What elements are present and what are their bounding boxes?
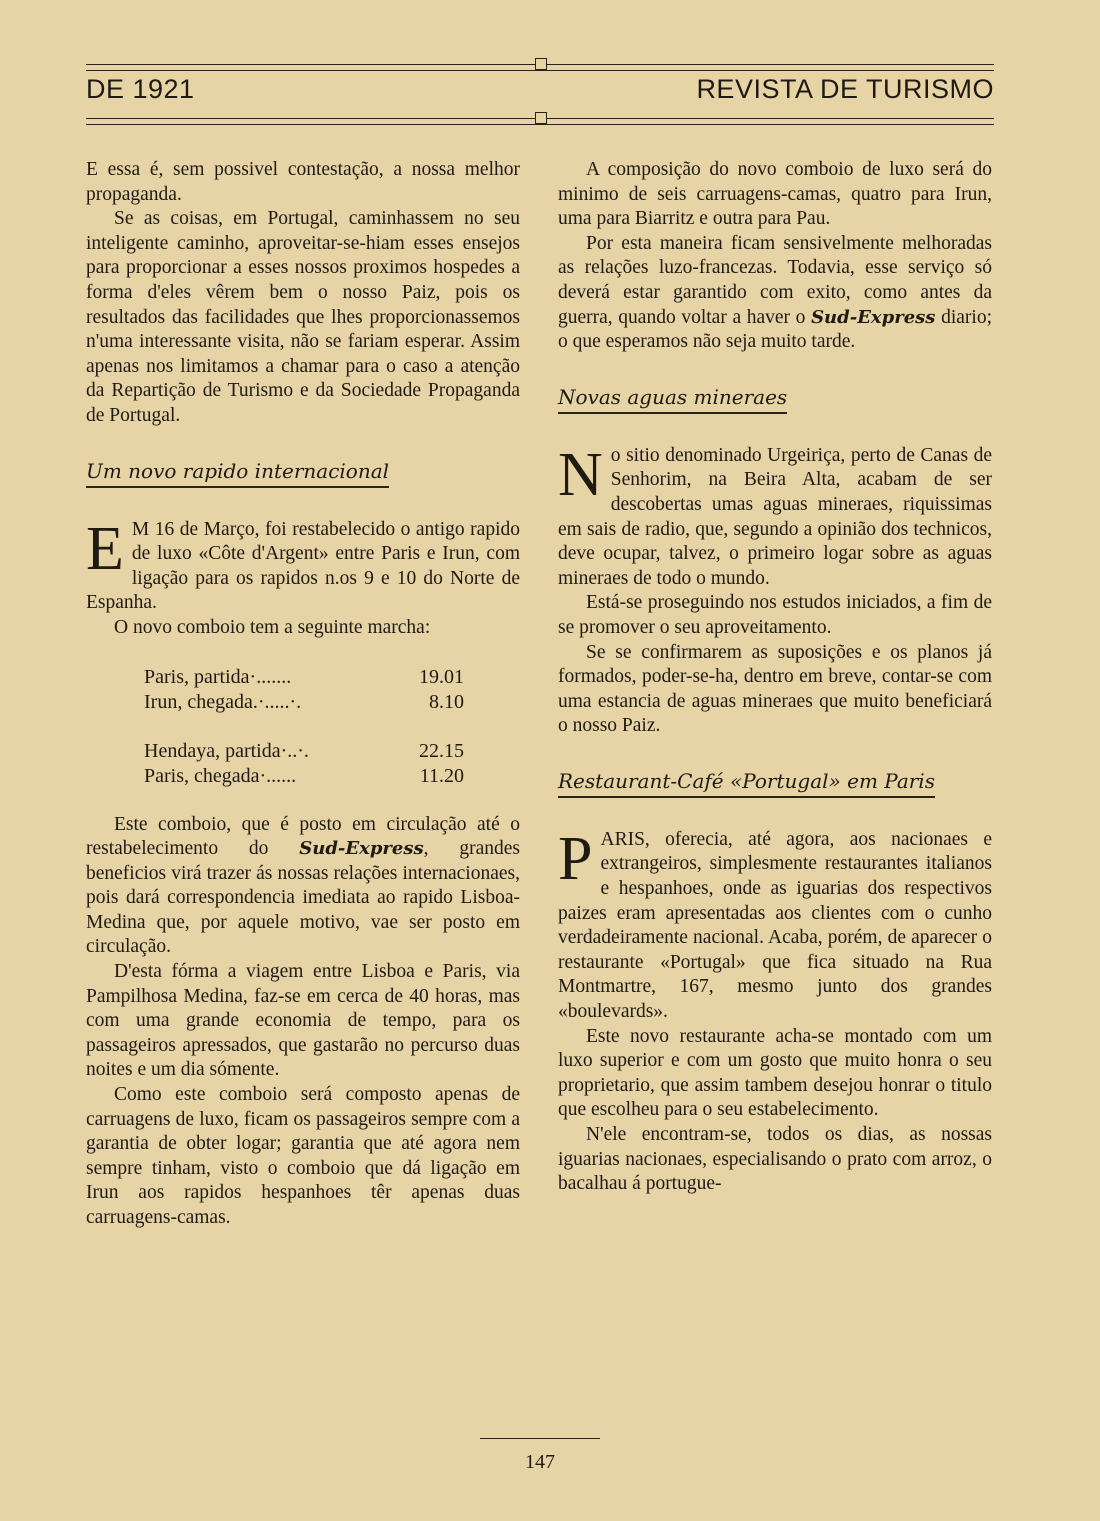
rule-box-ornament — [535, 58, 547, 70]
paragraph-text: , oferecia, até agora, aos nacionaes e extrangeiros, simplesmente restaurantes italianos e hespanhoes, onde as iguarias dos respectivos paizes eram apresentadas aos clientes com o cunho verdadeiramente nacional. Acaba, porém, de aparecer o restaurante «Portugal» que fica situado na Rua Montmartre, 167, mesmo junto dos grandes «boulevards». — [558, 828, 992, 1023]
paragraph-with-dropcap — [86, 514, 520, 616]
paragraph: Este novo restaurante acha-se montado com um luxo superior e com um gosto que muito honra o seu proprietario, que assim tambem desejou honrar o titulo que escolheu para o seu estabelecimento. — [558, 1025, 992, 1121]
page-number: 147 — [525, 1451, 555, 1473]
paragraph-text: Este comboio, que é posto em circulação até o restabelecimento do — [86, 813, 520, 860]
paragraph — [86, 813, 520, 961]
paragraph-with-dropcap — [558, 440, 992, 592]
header-top-rule — [86, 64, 994, 71]
timetable-label: Hendaya, partida·..·. — [144, 739, 309, 762]
timetable-time: 22.15 — [419, 739, 464, 762]
timetable-spacer — [144, 715, 464, 739]
header-bottom-rule — [86, 118, 994, 125]
timetable — [144, 665, 464, 789]
page-header — [86, 52, 994, 132]
paragraph: N'ele encontram-se, todos os dias, as nossas iguarias nacionaes, especialisando o prato com arroz, o bacalhau á portugue- — [558, 1124, 992, 1195]
paragraph: Está-se proseguindo nos estudos iniciados, a fim de se promover o seu aproveitamento. — [558, 592, 992, 638]
lead-smallcaps: M — [131, 518, 150, 540]
paragraph-text: diario; o que esperamos não seja muito tarde. — [558, 306, 992, 353]
timetable-row — [144, 739, 464, 764]
paragraph: Como este comboio será composto apenas de carruagens de luxo, ficam os passageiros sempre com a garantia de obter logar; garantia que até agora nem sempre tinham, visto o comboio que dá ligação em Irun aos rapidos hespanhoes têr apenas duas carruagens-camas. — [86, 1084, 520, 1228]
timetable-time: 8.10 — [429, 690, 464, 713]
timetable-label: Paris, partida·....... — [144, 665, 292, 688]
section-title-aguas: Novas aguas mineraes — [558, 385, 787, 414]
header-magazine-title: REVISTA DE TURISMO — [696, 74, 994, 104]
sud-express-name: Sud-Express — [299, 838, 424, 860]
paragraph-text: Por esta maneira ficam sensivelmente melhoradas as relações luzo-francezas. Todavia, esse serviço só deverá estar garantido com exito, como antes da guerra, quando voltar a haver o — [558, 232, 992, 328]
left-column — [86, 158, 520, 1231]
timetable-row — [144, 690, 464, 715]
dropcap: E — [86, 514, 124, 583]
paragraph: Se as coisas, em Portugal, caminhassem no seu inteligente caminho, aproveitar-se-hiam esses ensejos para proporcionar a esses nossos proximos hospedes a forma d'eles vêrem bem o nosso Paiz, pois os resultados das facilidades que lhes proporcionassemos n'uma interessante visita, não se fariam esperar. Assim apenas nos limitamos a chamar para o caso a atenção da Repartição de Turismo e da Sociedade Propaganda de Portugal. — [86, 208, 520, 426]
right-column — [558, 158, 992, 1197]
paragraph: Se se confirmarem as suposições e os planos já formados, poder-se-ha, dentro em breve, contar-se com uma estancia de aguas mineraes que muito beneficiará o nosso Paiz. — [558, 641, 992, 737]
lead-smallcaps: ARIS — [600, 828, 645, 850]
paragraph-text: , grandes beneficios virá trazer ás nossas relações internacionaes, pois dará correspondencia imediata ao rapido Lisboa-Medina que, por aquele motivo, vae ser posto em circulação. — [86, 838, 520, 958]
timetable-row — [144, 665, 464, 690]
header-date: DE 1921 — [86, 74, 195, 104]
paragraph — [558, 232, 992, 355]
paragraph-text: 16 de Março, foi restabelecido o antigo rapido de luxo «Côte d'Argent» entre Paris e Irun, com ligação para os rapidos n.os 9 e 10 do Norte de Espanha. — [86, 518, 520, 614]
section-title-restaurant: Restaurant-Café «Portugal» em Paris — [558, 769, 935, 798]
paragraph: O novo comboio tem a seguinte marcha: — [114, 616, 431, 638]
rule-box-ornament — [535, 112, 547, 124]
timetable-label: Paris, chegada·...... — [144, 764, 297, 787]
timetable-time: 19.01 — [419, 665, 464, 688]
section-title-rapido: Um novo rapido internacional — [86, 459, 389, 488]
page-footer — [480, 1438, 600, 1474]
dropcap: P — [558, 824, 593, 893]
footer-rule — [480, 1438, 600, 1439]
dropcap: N — [558, 440, 603, 509]
paragraph: E essa é, sem possivel contestação, a nossa melhor propaganda. — [86, 159, 520, 205]
timetable-time: 11.20 — [419, 764, 464, 787]
timetable-row — [144, 764, 464, 789]
paragraph: D'esta fórma a viagem entre Lisboa e Paris, via Pampilhosa Medina, faz-se em cerca de 40 horas, mas com uma grande economia de tempo, para os passageiros apressados, que gastarão no percurso duas noites e um dia sómente. — [86, 961, 520, 1081]
sud-express-name: Sud-Express — [811, 306, 936, 328]
paragraph: A composição do novo comboio de luxo será do minimo de seis carruagens-camas, quatro para Irun, uma para Biarritz e outra para Pau. — [558, 159, 992, 230]
paragraph-with-dropcap — [558, 824, 992, 1025]
timetable-label: Irun, chegada.·.....·. — [144, 690, 302, 713]
paragraph-text: o sitio denominado Urgeiriça, perto de Canas de Senhorim, na Beira Alta, acabam de ser descobertas umas aguas mineraes, riquissimas em sais de radio, que, segundo a opinião dos technicos, deve ocupar, talvez, o primeiro logar sobre as aguas mineraes de todo o mundo. — [558, 444, 992, 589]
